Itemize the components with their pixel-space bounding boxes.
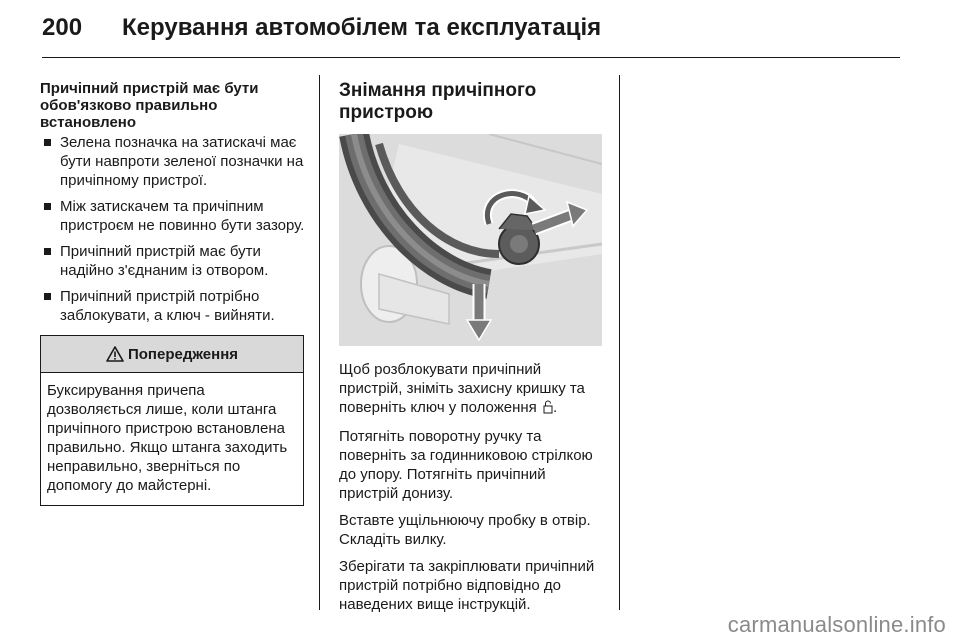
column-1 — [40, 80, 308, 506]
list-item-text: Причіпний пристрій має бути надійно з'єднаним із отвором. — [60, 243, 269, 279]
section-title: Знімання причіпного пристрою — [339, 80, 537, 123]
bullet-list — [40, 133, 308, 325]
column-divider-2 — [619, 75, 620, 610]
page-title: Керування автомобілем та експлуатація — [122, 14, 602, 41]
list-item-text: Зелена позначка на затискачі має бути навпроти зеленої позначки на причіпному пристрої. — [60, 134, 304, 189]
unlocked-padlock-icon — [543, 400, 553, 419]
paragraph: Зберігати та закріплювати причіпний пристрій потрібно відповідно до наведених вище інструкцій. — [339, 558, 595, 613]
list-item-text: Між затискачем та причіпним пристроєм не повинно бути зазору. — [60, 198, 305, 234]
paragraph — [339, 360, 607, 419]
column-divider-1 — [319, 75, 320, 610]
warning-triangle-icon — [106, 346, 124, 362]
column-2 — [339, 80, 607, 622]
bullet-square-icon — [44, 293, 51, 300]
warning-title: Попередження — [127, 345, 239, 363]
paragraph: Потягніть поворотну ручку та поверніть за годинниковою стрілкою до упору. Потягніть причіпний пристрій донизу. — [339, 428, 593, 502]
list-item — [40, 197, 308, 235]
header-rule — [42, 57, 900, 58]
bullet-square-icon — [44, 139, 51, 146]
warning-body: Буксирування причепа дозволяється лише, коли штанга причіпного пристрою встановлена правильно. Якщо штанга заходить неправильно, зверніться по допомогу до майстерні. — [47, 382, 288, 494]
paragraph: Вставте ущільнюючу пробку в отвір. Складіть вилку. — [339, 512, 591, 548]
page-header — [42, 14, 900, 54]
warning-header — [41, 336, 303, 373]
bullet-square-icon — [44, 203, 51, 210]
list-item-text: Причіпний пристрій потрібно заблокувати, а ключ - вийняти. — [60, 288, 275, 324]
section-subhead: Причіпний пристрій має бути обов'язково правильно встановлено — [40, 80, 259, 131]
list-item — [40, 242, 308, 280]
paragraph-text: Щоб розблокувати причіпний пристрій, зніміть захисну кришку та поверніть ключ у положення — [339, 361, 585, 416]
watermark: carmanualsonline.info — [727, 612, 946, 637]
towbar-removal-illustration — [339, 134, 602, 346]
list-item — [40, 287, 308, 325]
bullet-square-icon — [44, 248, 51, 255]
warning-box — [40, 335, 304, 506]
list-item — [40, 133, 308, 190]
paragraph-end: . — [552, 399, 558, 416]
page-number: 200 — [42, 14, 83, 41]
towbar-drawing — [339, 134, 602, 346]
